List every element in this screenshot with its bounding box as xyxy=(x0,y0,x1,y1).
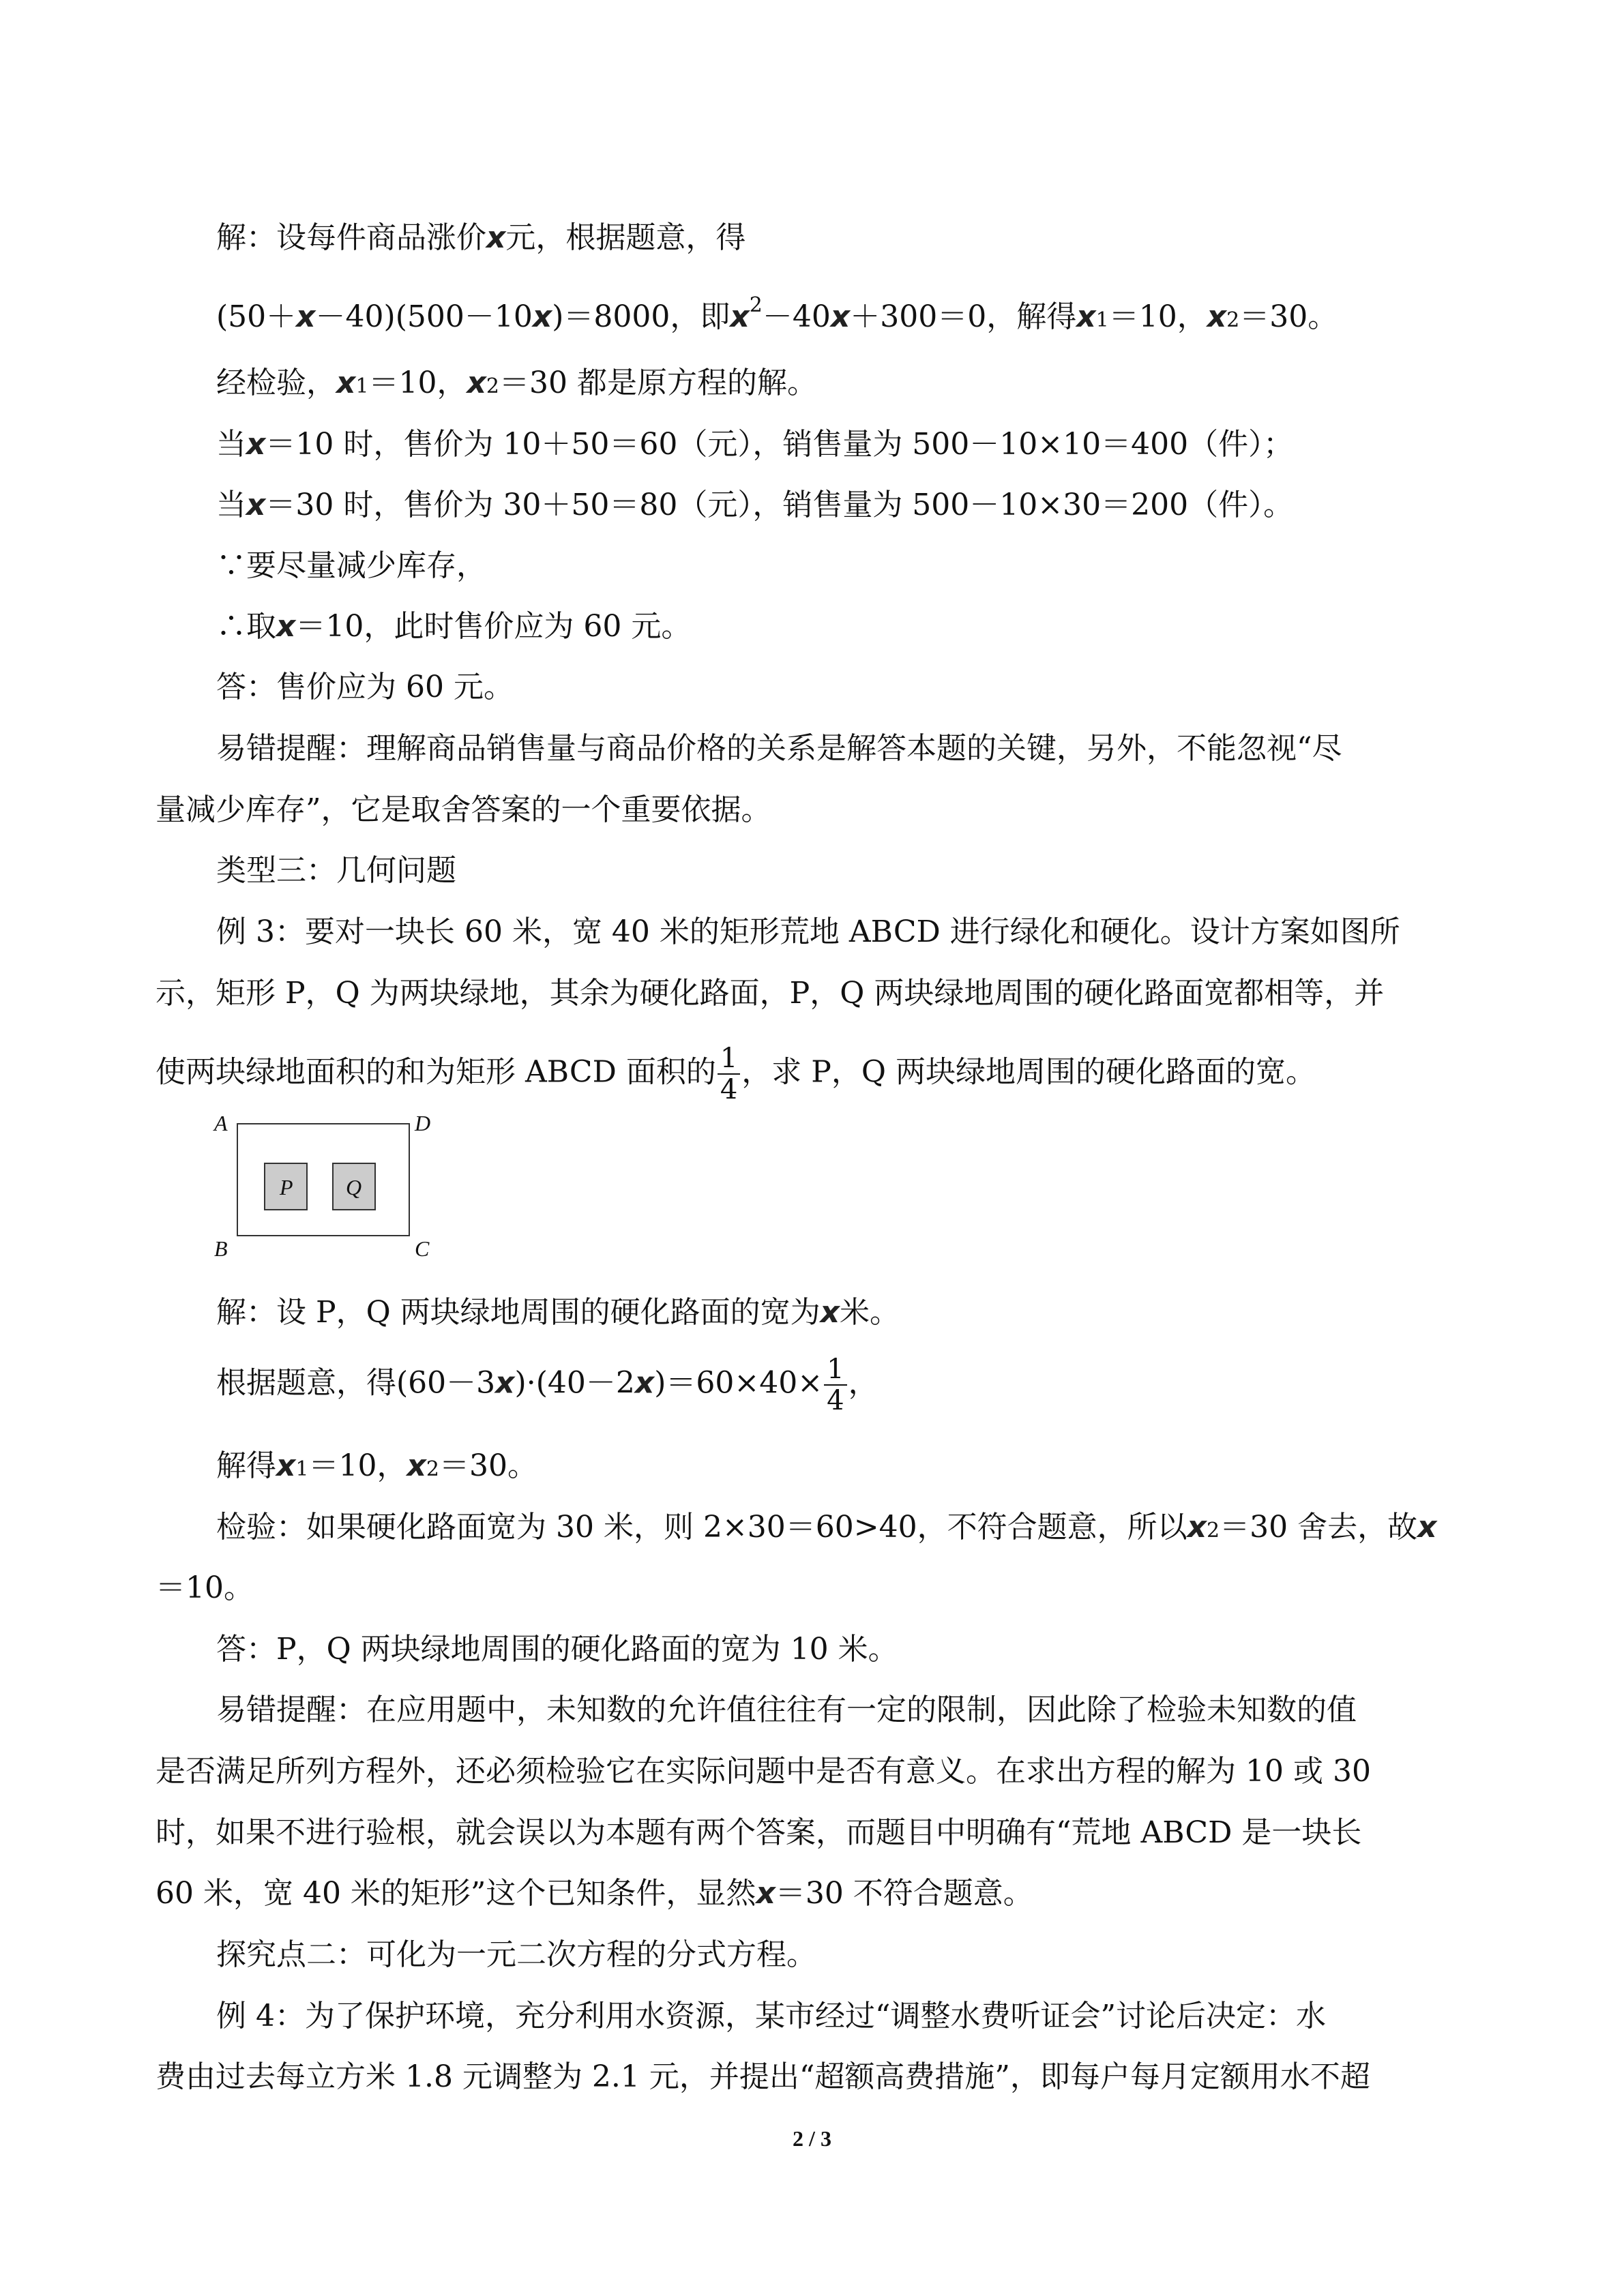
variable-x: x xyxy=(336,366,356,400)
variable-x: x xyxy=(756,1876,776,1911)
variable-x: x xyxy=(634,1365,655,1401)
subscript: 1 xyxy=(295,1457,309,1481)
text-line: 易错提醒：在应用题中，未知数的允许值往往有一定的限制，因此除了检验未知数的值 xyxy=(216,1693,1357,1727)
subscript: 2 xyxy=(1226,308,1240,332)
text-line: 易错提醒：理解商品销售量与商品价格的关系是解答本题的关键，另外，不能忽视“尽 xyxy=(216,731,1342,766)
text: 解：设 P，Q 两块绿地周围的硬化路面的宽为 xyxy=(216,1295,821,1330)
variable-x: x xyxy=(467,366,486,400)
variable-x: x xyxy=(1187,1510,1207,1545)
superscript: 2 xyxy=(749,293,763,317)
text: ，求 P，Q 两块绿地周围的硬化路面的宽。 xyxy=(741,1054,1316,1090)
text-line xyxy=(216,1508,1437,1550)
text: －40)(500－10 xyxy=(315,299,533,334)
subscript: 1 xyxy=(1095,308,1109,332)
vertex-d-label: D xyxy=(415,1111,431,1135)
text-line: 是否满足所列方程外，还必须检验它在实际问题中是否有意义。在求出方程的解为 10 或 30 xyxy=(156,1754,1371,1789)
text: 解：设每件商品涨价 xyxy=(216,220,486,255)
text-line: 类型三：几何问题 xyxy=(216,853,456,888)
text: (50＋ xyxy=(216,299,297,334)
text-line xyxy=(216,1354,879,1416)
text: ＝10，此时售价应为 60 元。 xyxy=(295,609,692,644)
variable-x: x xyxy=(495,1365,515,1401)
variable-x: x xyxy=(276,609,296,644)
text: ＝10 时，售价为 10＋50＝60（元），销售量为 500－10×10＝400（件）； xyxy=(265,427,1294,462)
text: )＝60×40× xyxy=(654,1365,823,1401)
text-line: ＝10。 xyxy=(156,1570,254,1605)
text-line: 例 3：要对一块长 60 米，宽 40 米的矩形荒地 ABCD 进行绿化和硬化。设计方案如图所 xyxy=(216,914,1400,949)
variable-x: x xyxy=(532,299,552,334)
variable-x: x xyxy=(296,299,316,334)
text-line xyxy=(216,426,1293,464)
outer-rectangle-abcd xyxy=(237,1124,409,1236)
text: ， xyxy=(848,1365,879,1401)
text: ＝10， xyxy=(368,366,467,400)
text: 解得 xyxy=(216,1448,276,1483)
text-line xyxy=(216,364,817,406)
fraction-numerator: 1 xyxy=(718,1043,740,1075)
text-line: 例 4：为了保护环境，充分利用水资源，某市经过“调整水费听证会”讨论后决定：水 xyxy=(216,1999,1326,2033)
fraction-denominator: 4 xyxy=(827,1385,844,1416)
text-line xyxy=(156,1875,1033,1913)
text-line: 费由过去每立方米 1.8 元调整为 2.1 元，并提出“超额高费措施”，即每户每月定额用水不超 xyxy=(156,2059,1370,2094)
subscript: 1 xyxy=(355,374,369,398)
text: ∴取 xyxy=(216,609,276,644)
variable-x: x xyxy=(486,220,506,255)
text: ＝30。 xyxy=(1239,299,1338,334)
text: )·(40－2 xyxy=(514,1365,635,1401)
fraction-one-quarter xyxy=(718,1043,740,1105)
variable-x: x xyxy=(246,488,266,522)
text: 元，根据题意，得 xyxy=(505,220,746,255)
variable-x: x xyxy=(246,427,266,462)
text-line: 答：P，Q 两块绿地周围的硬化路面的宽为 10 米。 xyxy=(216,1632,898,1667)
variable-x: x xyxy=(1207,299,1227,334)
text: 60 米，宽 40 米的矩形”这个已知条件，显然 xyxy=(156,1876,756,1911)
text-line xyxy=(216,219,745,257)
text-line xyxy=(216,486,1293,524)
area-q-label: Q xyxy=(346,1175,362,1199)
text: 当 xyxy=(216,427,246,462)
text: ＝30 都是原方程的解。 xyxy=(499,366,817,400)
text-line xyxy=(216,608,691,646)
variable-x: x xyxy=(1076,299,1096,334)
area-p-label: P xyxy=(280,1175,293,1199)
text: －40 xyxy=(762,299,831,334)
text-line: 示，矩形 P，Q 为两块绿地，其余为硬化路面，P，Q 两块绿地周围的硬化路面宽都相等，并 xyxy=(156,976,1385,1011)
text: 使两块绿地面积的和为矩形 ABCD 面积的 xyxy=(156,1054,716,1090)
text-line xyxy=(216,286,1338,340)
text-line: 探究点二：可化为一元二次方程的分式方程。 xyxy=(216,1937,816,1972)
text-line: ∵要尽量减少库存， xyxy=(216,548,486,583)
text: ＝30 不符合题意。 xyxy=(775,1876,1033,1911)
vertex-a-label: A xyxy=(214,1111,228,1135)
vertex-c-label: C xyxy=(415,1236,430,1261)
text: )＝8000，即 xyxy=(552,299,730,334)
text-line xyxy=(216,1294,900,1332)
text-line: 时，如果不进行验根，就会误以为本题有两个答案，而题目中明确有“荒地 ABCD 是一块长 xyxy=(156,1815,1362,1850)
text: 检验：如果硬化路面宽为 30 米，则 2×30＝60>40，不符合题意，所以 xyxy=(216,1510,1187,1545)
text: 根据题意，得(60－3 xyxy=(216,1365,496,1401)
text: ＝30。 xyxy=(439,1448,537,1483)
text: ＋300＝0，解得 xyxy=(850,299,1077,334)
text: ＝10， xyxy=(1108,299,1207,334)
variable-x: x xyxy=(830,299,851,334)
fraction-one-quarter xyxy=(824,1354,846,1416)
variable-x: x xyxy=(407,1448,426,1483)
page-number: 2 / 3 xyxy=(793,2126,831,2151)
fraction-numerator: 1 xyxy=(824,1354,846,1386)
fraction-denominator: 4 xyxy=(720,1074,738,1105)
vertex-b-label: B xyxy=(214,1236,228,1261)
variable-x: x xyxy=(1417,1510,1437,1545)
variable-x: x xyxy=(820,1295,840,1330)
text: ＝30 时，售价为 30＋50＝80（元），销售量为 500－10×30＝200（件）。 xyxy=(265,488,1294,522)
subscript: 2 xyxy=(426,1457,439,1481)
text: 当 xyxy=(216,488,246,522)
text: 经检验， xyxy=(216,366,336,400)
text-line xyxy=(156,1043,1316,1105)
text-line xyxy=(216,1447,537,1489)
subscript: 2 xyxy=(1207,1519,1220,1542)
text-line: 量减少库存”，它是取舍答案的一个重要依据。 xyxy=(156,792,771,827)
variable-x: x xyxy=(276,1448,296,1483)
text: ＝10， xyxy=(308,1448,407,1483)
subscript: 2 xyxy=(486,374,499,398)
text-line: 答：售价应为 60 元。 xyxy=(216,670,514,704)
text: 米。 xyxy=(840,1295,900,1330)
text: ＝30 舍去，故 xyxy=(1220,1510,1418,1545)
rectangle-figure xyxy=(205,1103,450,1267)
variable-x: x xyxy=(730,299,750,334)
